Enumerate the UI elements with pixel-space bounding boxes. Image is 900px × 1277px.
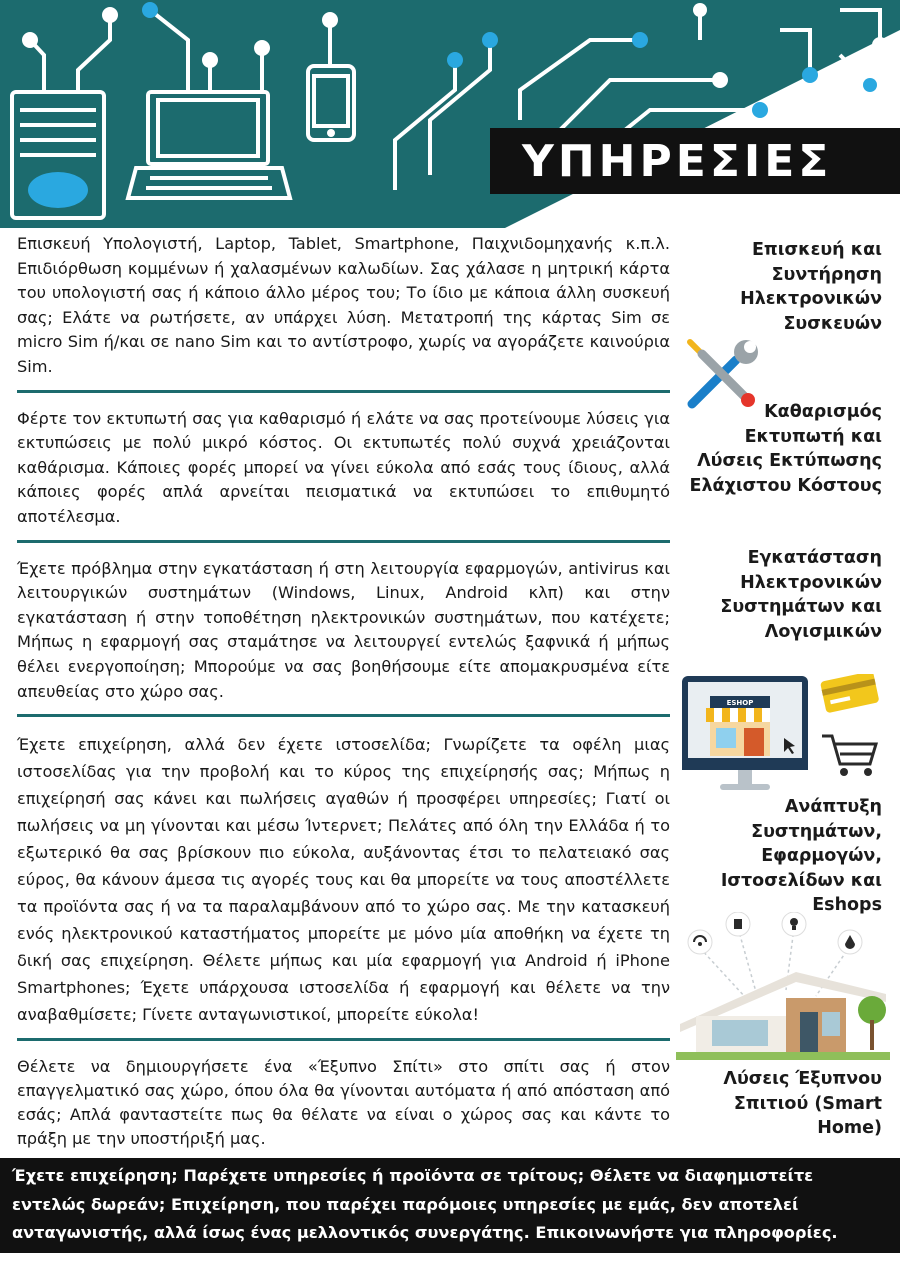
divider [17,390,670,393]
paragraph-software: Έχετε πρόβλημα στην εγκατάσταση ή στη λειτουργία εφαρμογών, antivirus και λειτουργικών συστημάτων (Windows, Linux, Android κλπ) και στην εγκατάσταση ή στην τοποθέτηση ηλεκτρονικών συστημάτων, που κατέχετε; Μήπως η εφαρμογή σας σταμάτησε να λειτουργεί εντελώς ξαφνικά ή μήπως θέλει ενεργοποίηση; Μπορούμε να σας βοηθήσουμε είτε απομακρυσμένα είτε απευθείας στο χώρο σας. [17,558,670,701]
service-title-smart-home: Λύσεις Έξυπνου Σπιτιού (Smart Home) [723,1069,882,1138]
paragraph-repair: Επισκευή Υπολογιστή, Laptop, Tablet, Smartphone, Παιχνιδομηχανής κ.π.λ. Επιδιόρθωση κομμένων ή χαλασμένων καλωδίων. Σας χάλασε η μητρική κάρτα του υπολογιστή σας ή κάποιο άλλο μέρος του; Το ίδιο με κάποια άλλη συσκευή σας; Ελάτε να ρωτήσετε, αν υπάρχει λύση. Μετατροπή της κάρτας Sim σε micro Sim ή/και σε nano Sim και το αντίστροφο, χωρίς να αγοράζετε καινούρια Sim. [17,234,670,376]
services-description-column [17,232,670,1151]
service-title-software: Εγκατάσταση Ηλεκτρονικών Συστημάτων και Λογισμικών [720,548,882,642]
paragraph-printer: Φέρτε τον εκτυπωτή σας για καθαρισμό ή ελάτε να σας προτείνουμε λύσεις για εκτυπώσεις με πολύ μικρό κόστος. Οι εκτυπωτές πολύ συχνά χρειάζονται καθάρισμα. Κάποιες φορές μπορεί να γίνει εύκολα από εσάς τους ίδιους, αλλά κάποιες φορές απλά αρνείται πεισματικά να εκτυπώσει το επιθυμητό αποτέλεσμα. [17,408,670,526]
smart-home-illustration [676,912,890,1064]
eshop-monitor-illustration [680,674,885,802]
paragraph-web: Έχετε επιχείρηση, αλλά δεν έχετε ιστοσελίδα; Γνωρίζετε τα οφέλη μιας ιστοσελίδας για την προβολή και το κύρος της επιχείρησής σας; Μήπως η επιχείρησή σας κάνει και πωλήσεις αγαθών ή προσφέρει υπηρεσίες; Γιατί οι πωλήσεις να μη γίνονται και μέσω Ίντερνετ; Πελάτες από όλη την Ελλάδα ή το εξωτερικό θα σας βρίσκουν πιο εύκολα, αυξάνοντας έτσι το πελατειακό σας εύρος, θα κάνουν άμεσα τις αγορές τους και θα μπορείτε να τους αποστέλλετε τα προϊόντα σας ή να τα παραλαμβάνουν από το χώρο σας. Με την κατασκευή ενός ηλεκτρονικού καταστήματος μπορείτε με μόνο μία αποθήκη να έχετε τη δική σας επιχείρηση. Θέλετε μήπως και μία εφαρμογή για Android ή iPhone Smartphones; Έχετε υπάρχουσα ιστοσελίδα ή εφαρμογή και θέλετε να την αναβαθμίσετε; Γίνετε ανταγωνιστικοί, μπορείτε εύκολα! [17,735,670,1025]
footer-text: Έχετε επιχείρηση; Παρέχετε υπηρεσίες ή προϊόντα σε τρίτους; Θέλετε να διαφημιστείτε εντελώς δωρεάν; Επιχείρηση, που παρέχει παρόμοιες υπηρεσίες με εμάς, δεν αποτελεί ανταγωνιστής, αλλά ίσως ένας μελλοντικός συνεργάτης. Επικοινωνήστε για πληροφορίες. [12,1166,838,1242]
page-title: ΥΠΗΡΕΣΙΕΣ [522,136,833,187]
service-title-repair: Επισκευή και Συντήρηση Ηλεκτρονικών Συσκευών [740,240,882,334]
divider [17,714,670,717]
tools-icon [684,338,764,410]
eshop-sign: ESHOP [726,699,754,707]
divider [17,540,670,543]
paragraph-smart-home: Θέλετε να δημιουργήσετε ένα «Έξυπνο Σπίτι» στο σπίτι σας ή στον επαγγελματικό σας χώρο, όπου όλα θα γίνονται αυτόματα ή από απόσταση από εσάς; Απλά φανταστείτε πως θα θέλατε να είναι ο χώρος σας και κάντε το πράξη με την υποστήριξή μας. [17,1057,670,1149]
service-title-web: Ανάπτυξη Συστημάτων, Εφαρμογών, Ιστοσελίδων και Eshops [720,797,882,915]
service-title-printer: Καθαρισμός Εκτυπωτή και Λύσεις Εκτύπωσης Ελάχιστου Κόστους [689,402,882,496]
divider [17,1038,670,1041]
